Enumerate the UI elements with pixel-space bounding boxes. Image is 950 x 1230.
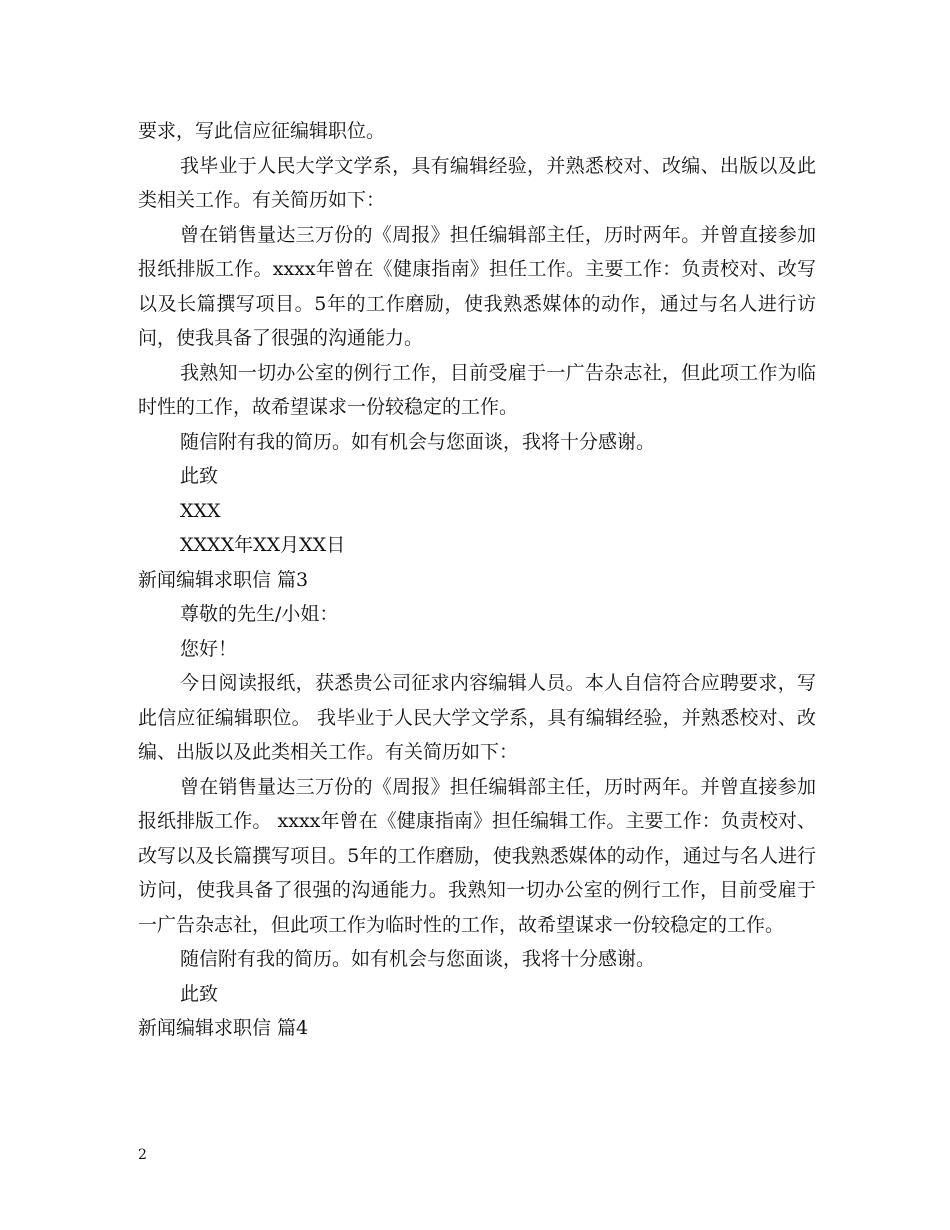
greeting-hello: 您好！ [180, 637, 238, 660]
section-heading-4: 新闻编辑求职信 篇4 [138, 1017, 309, 1039]
signature: XXX [180, 499, 221, 522]
paragraph-resume-attached-repeat: 随信附有我的简历。如有机会与您面谈，我将十分感谢。 [180, 948, 656, 970]
paragraph-application-continuation: 要求，写此信应征编辑职位。 [138, 120, 386, 142]
paragraph-work-history: 曾在销售量达三万份的《周报》担任编辑部主任，历时两年。并曾直接参加报纸排版工作。xxxx年曾在《健康指南》担任工作。主要工作：负责校对、改写以及长篇撰写项目。5年的工作磨励，使我熟悉媒体的动作，通过与名人进行访问，使我具备了很强的沟通能力。 [138, 223, 816, 349]
closing-salutation: 此致 [180, 465, 219, 487]
paragraph-education-experience: 我毕业于人民大学文学系，具有编辑经验，并熟悉校对、改编、出版以及此类相关工作。有关简历如下： [138, 154, 816, 211]
document-body [138, 114, 816, 1046]
paragraph-resume-attached: 随信附有我的简历。如有机会与您面谈，我将十分感谢。 [180, 430, 656, 453]
paragraph-job-posting: 今日阅读报纸，获悉贵公司征求内容编辑人员。本人自信符合应聘要求，写此信应征编辑职位。 我毕业于人民大学文学系，具有编辑经验，并熟悉校对、改编、出版以及此类相关工作。有关简历如下： [138, 672, 816, 763]
paragraph-work-history-repeat: 曾在销售量达三万份的《周报》担任编辑部主任，历时两年。并曾直接参加报纸排版工作。 xxxx年曾在《健康指南》担任编辑工作。主要工作：负责校对、改写以及长篇撰写项目。5年的工作磨励，使我熟悉媒体的动作，通过与名人进行访问，使我具备了很强的沟通能力。我熟知一切办公室的例行工作，目前受雇于一广告杂志社，但此项工作为临时性的工作，故希望谋求一份较稳定的工作。 [138, 775, 816, 936]
paragraph-current-job: 我熟知一切办公室的例行工作，目前受雇于一广告杂志社，但此项工作为临时性的工作，故希望谋求一份较稳定的工作。 [138, 361, 816, 418]
page-number: 2 [138, 1147, 147, 1163]
section-heading-3: 新闻编辑求职信 篇3 [138, 568, 309, 591]
closing-salutation-repeat: 此致 [180, 982, 219, 1005]
greeting-recipient: 尊敬的先生/小姐： [180, 603, 339, 625]
letter-date: XXXX年XX月XX日 [180, 534, 346, 556]
